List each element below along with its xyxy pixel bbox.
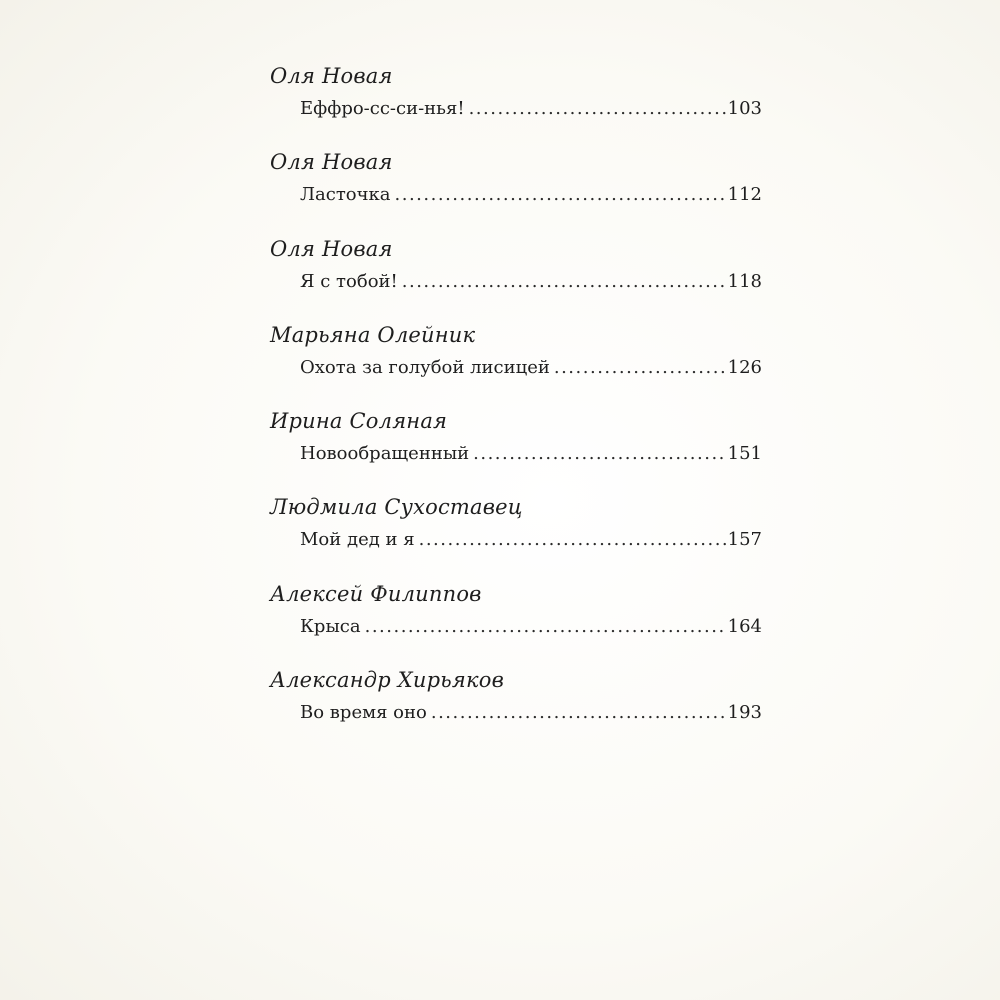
toc-title: Новообращенный [300,443,470,465]
toc-page-number: 118 [727,270,762,292]
toc-title: Во время оно [300,702,427,724]
toc-entry [270,62,762,148]
toc-title: Ласточка [300,184,391,206]
toc-page-number: 112 [727,184,762,206]
toc-entry [270,235,762,321]
toc-title: Еффро-сс-си-нья! [300,98,465,119]
dot-leader [419,527,726,553]
dot-leader [431,700,726,726]
toc-page-number: 151 [727,443,762,465]
toc-title: Крыса [300,615,361,637]
toc-page-number: 126 [727,356,762,378]
toc-author: Оля Новая [270,150,393,175]
toc-entry [270,321,762,407]
toc-author: Александр Хирьяков [270,668,505,693]
toc-line [300,700,762,726]
toc-entry [270,666,762,752]
toc-title: Я с тобой! [300,270,398,292]
toc-author: Марьяна Олейник [270,322,476,347]
table-of-contents [270,62,762,752]
toc-title: Мой дед и я [300,529,415,551]
toc-line [300,441,762,467]
toc-entry [270,407,762,493]
toc-author: Оля Новая [270,236,393,261]
toc-line [300,355,762,381]
toc-entry [270,493,762,579]
toc-page-number: 157 [727,529,762,551]
toc-author: Оля Новая [270,64,393,88]
dot-leader [554,355,726,381]
dot-leader [469,96,726,122]
toc-line [300,614,762,640]
toc-entry [270,148,762,234]
toc-line [300,527,762,553]
toc-page-number: 103 [727,98,762,119]
toc-author: Ирина Соляная [270,409,448,434]
toc-title: Охота за голубой лисицей [300,356,550,378]
toc-line [300,96,762,122]
dot-leader [365,614,726,640]
toc-page-number: 164 [727,615,762,637]
dot-leader [395,182,726,208]
toc-entry [270,580,762,666]
toc-author: Людмила Сухоставец [270,495,523,520]
toc-line [300,182,762,208]
dot-leader [473,441,726,467]
toc-author: Алексей Филиппов [270,581,482,606]
dot-leader [402,269,726,295]
toc-page-number: 193 [727,702,762,724]
toc-line [300,269,762,295]
